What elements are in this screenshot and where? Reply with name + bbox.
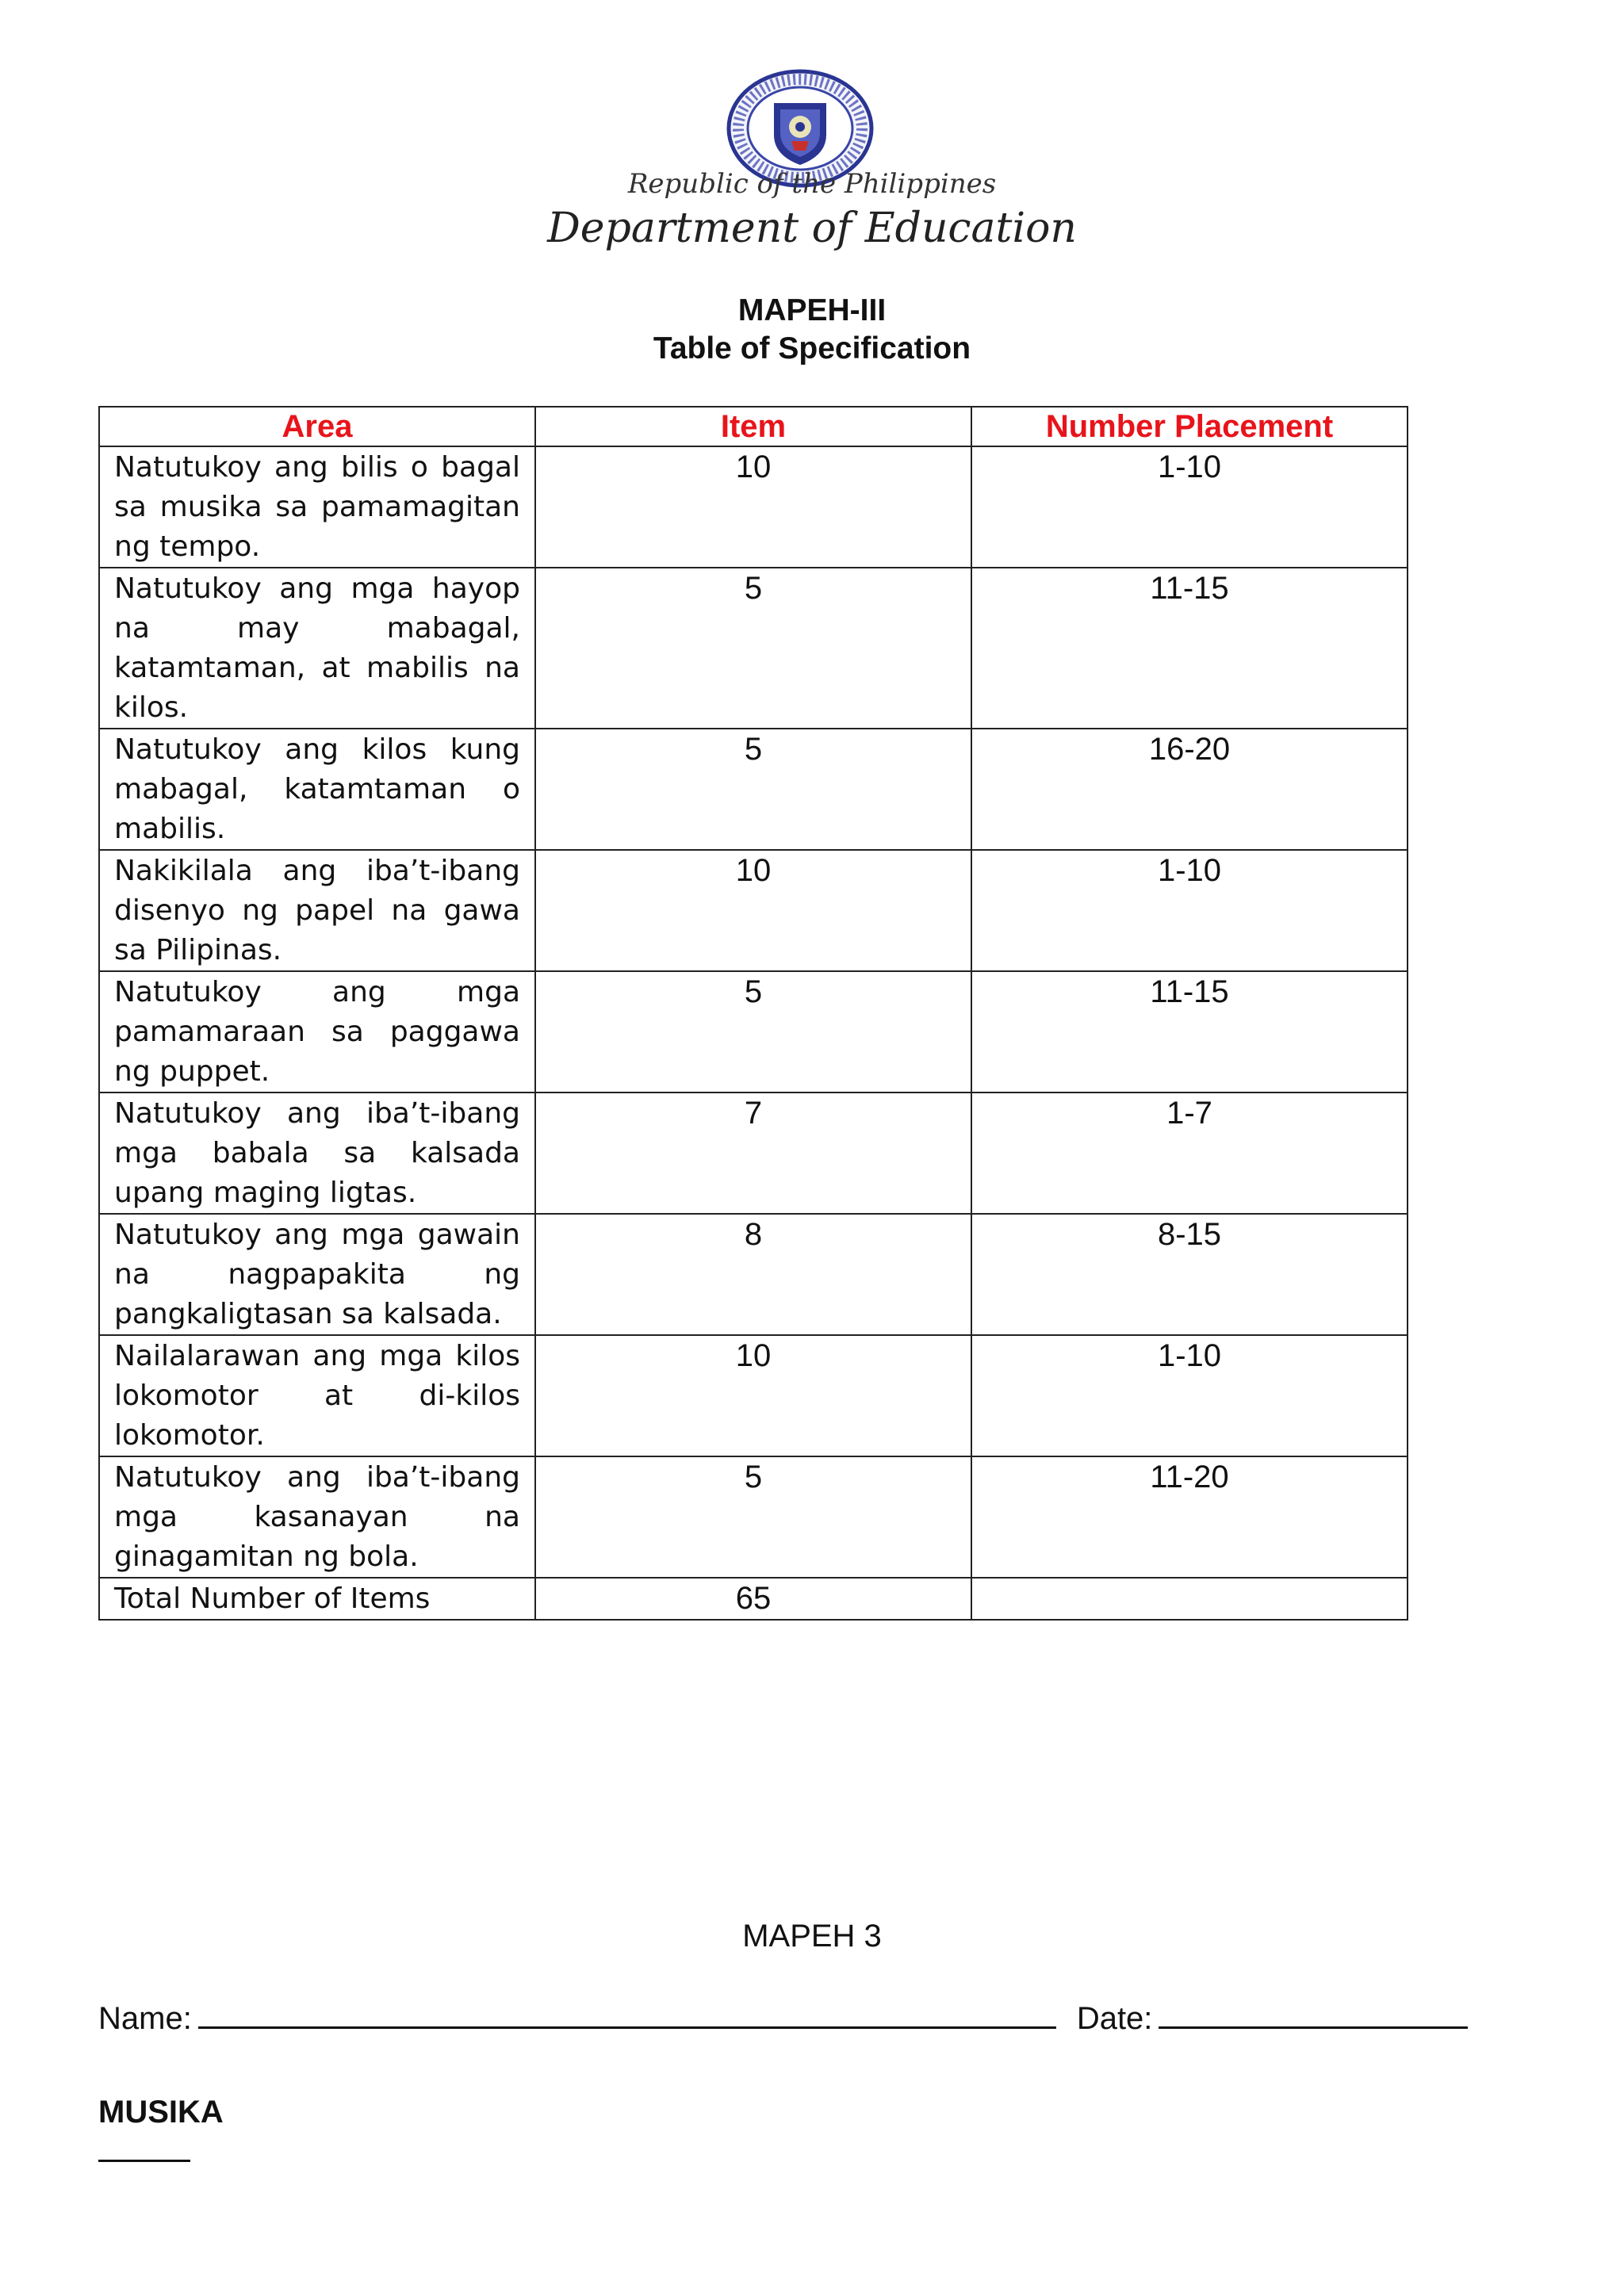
section-heading-musika: MUSIKA xyxy=(98,2095,224,2130)
column-header-number-placement: Number Placement xyxy=(971,407,1408,446)
item-cell: 10 xyxy=(535,1335,971,1456)
item-cell: 5 xyxy=(535,568,971,729)
area-cell: Nakikilala ang iba’t-ibang disenyo ng papel na gawa sa Pilipinas. xyxy=(99,850,535,971)
area-cell: Natutukoy ang kilos kung mabagal, katamtaman o mabilis. xyxy=(99,729,535,850)
specification-table xyxy=(98,406,1408,1621)
item-cell: 10 xyxy=(535,850,971,971)
table-row xyxy=(99,1093,1408,1214)
item-cell: 8 xyxy=(535,1214,971,1335)
item-cell: 5 xyxy=(535,971,971,1093)
table-header-row xyxy=(99,407,1408,446)
document-subtitle: Table of Specification xyxy=(653,331,971,365)
placement-cell: 8-15 xyxy=(971,1214,1408,1335)
placement-cell: 1-10 xyxy=(971,850,1408,971)
table-row xyxy=(99,1214,1408,1335)
item-cell: 5 xyxy=(535,729,971,850)
column-header-area: Area xyxy=(99,407,535,446)
area-cell: Natutukoy ang mga hayop na may mabagal, katamtaman, at mabilis na kilos. xyxy=(99,568,535,729)
placement-cell: 1-10 xyxy=(971,446,1408,568)
section-underline xyxy=(98,2160,190,2162)
total-label-cell: Total Number of Items xyxy=(99,1578,535,1620)
total-row xyxy=(99,1578,1408,1620)
area-cell: Natutukoy ang mga pamamaraan sa paggawa ng puppet. xyxy=(99,971,535,1093)
item-cell: 10 xyxy=(535,446,971,568)
area-cell: Natutukoy ang iba’t-ibang mga babala sa kalsada upang maging ligtas. xyxy=(99,1093,535,1214)
total-placement-cell xyxy=(971,1578,1408,1620)
item-cell: 7 xyxy=(535,1093,971,1214)
table-row xyxy=(99,446,1408,568)
table-row xyxy=(99,568,1408,729)
placement-cell: 11-15 xyxy=(971,568,1408,729)
table-row xyxy=(99,850,1408,971)
item-cell: 5 xyxy=(535,1456,971,1578)
name-blank-line[interactable] xyxy=(198,1995,1056,2029)
table-row xyxy=(99,971,1408,1093)
total-item-cell: 65 xyxy=(535,1578,971,1620)
area-cell: Natutukoy ang mga gawain na nagpapakita ng pangkaligtasan sa kalsada. xyxy=(99,1214,535,1335)
table-row xyxy=(99,1456,1408,1578)
date-blank-line[interactable] xyxy=(1159,1995,1468,2029)
placement-cell: 16-20 xyxy=(971,729,1408,850)
placement-cell: 1-10 xyxy=(971,1335,1408,1456)
area-cell: Natutukoy ang bilis o bagal sa musika sa pamamagitan ng tempo. xyxy=(99,446,535,568)
name-date-row xyxy=(98,1995,1468,2037)
area-cell: Nailalarawan ang mga kilos lokomotor at di-kilos lokomotor. xyxy=(99,1335,535,1456)
placement-cell: 11-15 xyxy=(971,971,1408,1093)
name-label: Name: xyxy=(98,2001,192,2036)
placement-cell: 1-7 xyxy=(971,1093,1408,1214)
area-cell: Natutukoy ang iba’t-ibang mga kasanayan na ginagamitan ng bola. xyxy=(99,1456,535,1578)
republic-header: Republic of the Philippines xyxy=(627,168,997,200)
quiz-subject-title: MAPEH 3 xyxy=(742,1919,882,1954)
column-header-item: Item xyxy=(535,407,971,446)
table-row xyxy=(99,1335,1408,1456)
placement-cell: 11-20 xyxy=(971,1456,1408,1578)
table-row xyxy=(99,729,1408,850)
date-label: Date: xyxy=(1076,2001,1153,2036)
department-header: Department of Education xyxy=(547,205,1077,252)
document-title: MAPEH-III xyxy=(737,293,887,327)
